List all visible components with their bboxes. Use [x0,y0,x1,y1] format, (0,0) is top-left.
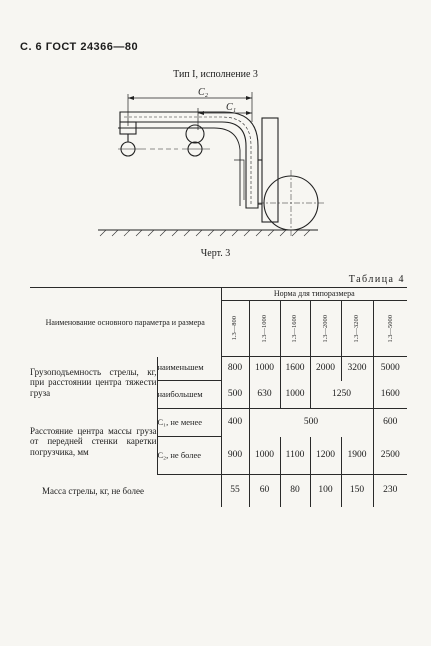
table-cell: 1100 [280,437,310,475]
capacity-label: Грузоподъемность стрелы, кг, при расстоянии центра тяжести груза [30,357,157,409]
table-cell: 150 [341,475,373,507]
size-header: 1.3—1600 [280,301,310,357]
table-cell: 1600 [373,381,407,409]
table-cell: 630 [249,381,280,409]
size-header: 1.3—3200 [341,301,373,357]
c2-label: C₂, не более [157,437,221,475]
table-cell: 500 [221,381,249,409]
table-label: Таблица 4 [348,274,405,285]
figure-title: Тип I, исполнение 3 [173,69,258,80]
page-header: С. 6 ГОСТ 24366—80 [20,41,139,53]
table-cell: 1000 [280,381,310,409]
distance-label: Расстояние центра массы груза от передней стенки каретки погрузчика, мм [30,409,157,475]
dimension-c2-label: C₂ [198,87,209,98]
table-cell: 900 [221,437,249,475]
table-cell: 100 [310,475,341,507]
parameters-table [30,287,407,507]
size-header: 1.3—5000 [373,301,407,357]
table-cell: 600 [373,409,407,437]
figure-caption: Черт. 3 [200,248,231,259]
table-cell: 400 [221,409,249,437]
norm-header: Норма для типоразмера [221,288,407,301]
min-distance-label: наименьшем [157,357,221,381]
table-cell: 2500 [373,437,407,475]
size-header: 1.3—2000 [310,301,341,357]
table-cell: 500 [249,409,373,437]
table-cell: 1900 [341,437,373,475]
table-cell: 1000 [249,437,280,475]
table-cell: 1250 [310,381,373,409]
table-cell: 80 [280,475,310,507]
c1-label: C₁, не менее [157,409,221,437]
size-header: 1.3—800 [221,301,249,357]
mass-label: Масса стрелы, кг, не более [30,475,221,507]
table-cell: 1200 [310,437,341,475]
table-cell: 2000 [310,357,341,381]
table-cell: 60 [249,475,280,507]
table-cell: 1000 [249,357,280,381]
table-cell: 5000 [373,357,407,381]
table-cell: 800 [221,357,249,381]
table-cell: 1600 [280,357,310,381]
table-cell: 3200 [341,357,373,381]
dimension-c1-label: C₁ [226,102,237,113]
param-header: Наименование основного параметра и размера [30,288,221,357]
boom-drawing [0,0,431,260]
table-cell: 230 [373,475,407,507]
table-cell: 55 [221,475,249,507]
max-distance-label: наибольшем [157,381,221,409]
size-header: 1.3—1000 [249,301,280,357]
